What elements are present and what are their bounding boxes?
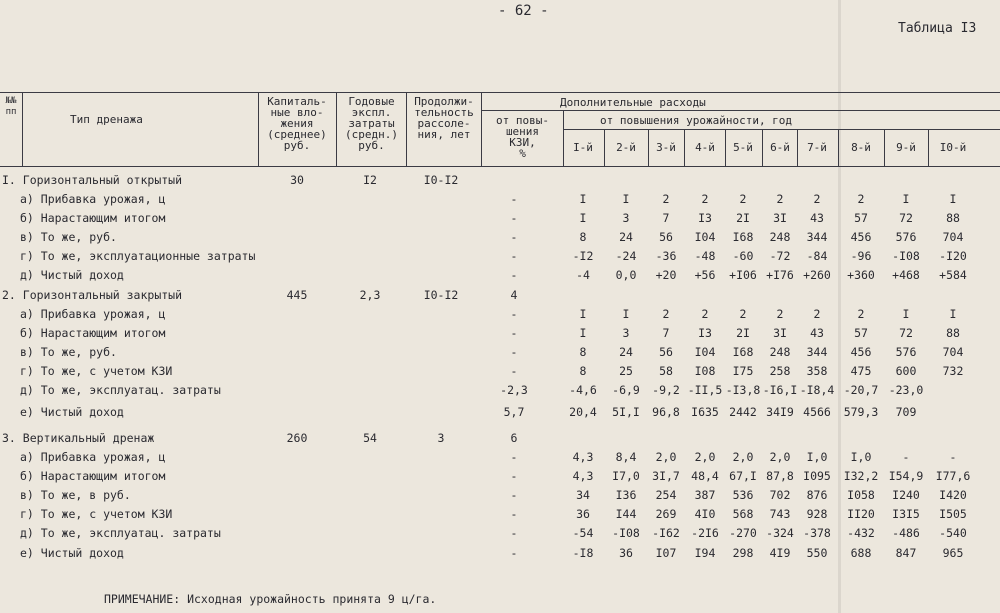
year-value: 876 (806, 488, 828, 502)
kzi-value: - (510, 268, 518, 282)
header-type: Тип дренажа (70, 113, 143, 126)
year-value: I (579, 192, 587, 206)
row-label: е) Чистый доход (20, 405, 124, 419)
year-value: 72 (899, 326, 913, 340)
year-value: I240 (892, 488, 920, 502)
year-value: 550 (806, 546, 828, 560)
year-value: 2 (776, 307, 784, 321)
year-value: 704 (942, 230, 964, 244)
year-value: 928 (806, 507, 828, 521)
year-value: 57 (854, 326, 868, 340)
year-value: -36 (655, 249, 677, 263)
year-value: 2 (813, 307, 821, 321)
year-value: I505 (939, 507, 967, 521)
year-value: 2 (813, 192, 821, 206)
table-row (0, 326, 1000, 344)
year-value: +20 (655, 268, 677, 282)
section-title-row (0, 431, 1000, 449)
table-row (0, 307, 1000, 325)
year-value: -I6,I (762, 383, 798, 397)
year-value: 2 (739, 192, 747, 206)
year-value: I75 (732, 364, 754, 378)
table-row (0, 405, 1000, 423)
header-year: 9-й (896, 141, 916, 154)
year-value: 3I (773, 326, 787, 340)
year-value: 258 (769, 364, 791, 378)
year-value: 88 (946, 211, 960, 225)
duration-value: 3 (437, 431, 445, 445)
row-label: г) То же, эксплуатационные затраты (20, 249, 256, 263)
row-label: в) То же, руб. (20, 230, 117, 244)
year-value: -I08 (612, 526, 640, 540)
year-value: 3I,7 (652, 469, 680, 483)
header-year: 5-й (733, 141, 753, 154)
year-value: 36 (619, 546, 633, 560)
header-from-yield: от повышения урожайности, год (600, 114, 793, 127)
year-value: 8 (579, 364, 587, 378)
header-year: 3-й (656, 141, 676, 154)
year-value: 2I (736, 326, 750, 340)
kzi-value: - (510, 526, 518, 540)
annual-value: I2 (363, 173, 377, 187)
row-label: в) То же, в руб. (20, 488, 131, 502)
year-value: 2 (776, 192, 784, 206)
year-value: 88 (946, 326, 960, 340)
year-value: 8 (579, 230, 587, 244)
kzi-value: - (510, 211, 518, 225)
row-label: г) То же, с учетом КЗИ (20, 364, 173, 378)
year-value: 568 (732, 507, 754, 521)
year-value: - (902, 450, 910, 464)
header-additional: Дополнительные расходы (560, 96, 706, 109)
year-value: I (579, 307, 587, 321)
year-value: I,0 (806, 450, 828, 464)
year-value: 576 (895, 345, 917, 359)
year-value: 8,4 (615, 450, 637, 464)
table-title: Таблица I3 (898, 21, 977, 36)
year-value: I07 (655, 546, 677, 560)
header-year: 7-й (807, 141, 827, 154)
section-title: 3. Вертикальный дренаж (2, 431, 155, 445)
header-num: №№ пп (5, 96, 17, 117)
year-value: 248 (769, 345, 791, 359)
annual-value: 54 (363, 431, 377, 445)
section-title-row (0, 288, 1000, 306)
year-value: -I8,4 (799, 383, 835, 397)
year-value: -540 (939, 526, 967, 540)
year-value: +360 (847, 268, 875, 282)
kzi-value: - (510, 307, 518, 321)
row-label: б) Нарастающим итогом (20, 211, 166, 225)
year-value: 2,0 (732, 450, 754, 464)
year-value: 3 (622, 326, 630, 340)
table-row (0, 211, 1000, 229)
year-value: 536 (732, 488, 754, 502)
year-value: 2 (857, 307, 865, 321)
year-value: I (579, 326, 587, 340)
year-value: 5I,I (612, 405, 640, 419)
year-value: -4,6 (569, 383, 597, 397)
year-value: -6,9 (612, 383, 640, 397)
year-value: +260 (803, 268, 831, 282)
year-value: I7,0 (612, 469, 640, 483)
year-value: 456 (850, 345, 872, 359)
year-value: -270 (729, 526, 757, 540)
year-value: -48 (694, 249, 716, 263)
year-value: 4566 (803, 405, 831, 419)
year-value: 2 (662, 192, 670, 206)
year-value: I3I5 (892, 507, 920, 521)
year-value: 743 (769, 507, 791, 521)
kzi-value: - (510, 507, 518, 521)
year-value: I68 (732, 345, 754, 359)
year-value: 298 (732, 546, 754, 560)
year-value: 56 (659, 230, 673, 244)
year-value: 7 (662, 211, 670, 225)
year-value: 34 (576, 488, 590, 502)
years-rule (563, 129, 1000, 130)
col-divider (928, 129, 929, 166)
table-row (0, 450, 1000, 468)
year-value: 43 (810, 211, 824, 225)
header-from-kzi: от повы- шения КЗИ, % (496, 114, 549, 160)
year-value: -II,5 (687, 383, 723, 397)
kzi-value: - (510, 230, 518, 244)
col-divider (563, 110, 564, 166)
kzi-value: 6 (510, 431, 518, 445)
year-value: -60 (732, 249, 754, 263)
year-value: 8 (579, 345, 587, 359)
header-year: 4-й (695, 141, 715, 154)
year-value: 269 (655, 507, 677, 521)
section-title: 2. Горизонтальный закрытый (2, 288, 183, 302)
row-label: д) Чистый доход (20, 268, 124, 282)
row-label: а) Прибавка урожая, ц (20, 450, 166, 464)
table-row (0, 383, 1000, 401)
year-value: -9,2 (652, 383, 680, 397)
year-value: -I3,8 (725, 383, 761, 397)
year-value: I (902, 192, 910, 206)
header-year: I0-й (939, 141, 967, 154)
year-value: -432 (847, 526, 875, 540)
page-number: - 62 - (498, 3, 549, 19)
kzi-value: -2,3 (500, 383, 528, 397)
year-value: 0,0 (615, 268, 637, 282)
additional-rule (481, 110, 1000, 111)
year-value: 702 (769, 488, 791, 502)
year-value: 4I0 (694, 507, 716, 521)
year-value: 24 (619, 345, 633, 359)
year-value: 3I (773, 211, 787, 225)
year-value: I3 (698, 211, 712, 225)
year-value: 2442 (729, 405, 757, 419)
year-value: -24 (615, 249, 637, 263)
year-value: -96 (850, 249, 872, 263)
year-value: 72 (899, 211, 913, 225)
year-value: 7 (662, 326, 670, 340)
year-value: I (622, 307, 630, 321)
header-duration: Продолжи- тельность рассоле- ния, лет (414, 95, 474, 141)
row-label: г) То же, с учетом КЗИ (20, 507, 173, 521)
header-year: 2-й (616, 141, 636, 154)
year-value: -4 (576, 268, 590, 282)
year-value: I04 (694, 345, 716, 359)
kzi-value: - (510, 364, 518, 378)
year-value: I058 (847, 488, 875, 502)
header-annual: Годовые экспл. затраты (средн.) руб. (345, 95, 398, 152)
kzi-value: 5,7 (503, 405, 525, 419)
year-value: I635 (691, 405, 719, 419)
duration-value: I0-I2 (423, 173, 459, 187)
table-row (0, 488, 1000, 506)
col-divider (22, 92, 23, 166)
year-value: 2I (736, 211, 750, 225)
year-value: 847 (895, 546, 917, 560)
year-value: I36 (615, 488, 637, 502)
section-title-row (0, 173, 1000, 191)
header-bottom-rule (0, 166, 1000, 167)
row-label: б) Нарастающим итогом (20, 326, 166, 340)
year-value: I3 (698, 326, 712, 340)
year-value: -23,0 (888, 383, 924, 397)
year-value: -I20 (939, 249, 967, 263)
year-value: 358 (806, 364, 828, 378)
year-value: 2 (857, 192, 865, 206)
year-value: 24 (619, 230, 633, 244)
year-value: +I76 (766, 268, 794, 282)
year-value: 2,0 (769, 450, 791, 464)
year-value: 2 (739, 307, 747, 321)
table-row (0, 268, 1000, 286)
year-value: 34I9 (766, 405, 794, 419)
year-value: 2,0 (655, 450, 677, 464)
year-value: I77,6 (935, 469, 971, 483)
header-year: I-й (573, 141, 593, 154)
year-value: 67,I (729, 469, 757, 483)
header-year: 6-й (770, 141, 790, 154)
year-value: II20 (847, 507, 875, 521)
year-value: -486 (892, 526, 920, 540)
year-value: +468 (892, 268, 920, 282)
year-value: -20,7 (843, 383, 879, 397)
year-value: I44 (615, 507, 637, 521)
year-value: 87,8 (766, 469, 794, 483)
year-value: 709 (895, 405, 917, 419)
year-value: I08 (694, 364, 716, 378)
year-value: I095 (803, 469, 831, 483)
year-value: -2I6 (691, 526, 719, 540)
year-value: 704 (942, 345, 964, 359)
row-label: д) То же, эксплуатац. затраты (20, 383, 221, 397)
table-row (0, 546, 1000, 564)
year-value: I (902, 307, 910, 321)
year-value: I68 (732, 230, 754, 244)
row-label: д) То же, эксплуатац. затраты (20, 526, 221, 540)
year-value: -378 (803, 526, 831, 540)
section-title: I. Горизонтальный открытый (2, 173, 183, 187)
year-value: 4I9 (769, 546, 791, 560)
year-value: 965 (942, 546, 964, 560)
year-value: -I62 (652, 526, 680, 540)
header-top-rule (0, 92, 1000, 93)
kzi-value: - (510, 345, 518, 359)
year-value: +I06 (729, 268, 757, 282)
table-row (0, 345, 1000, 363)
year-value: +584 (939, 268, 967, 282)
year-value: 2 (662, 307, 670, 321)
year-value: - (949, 450, 957, 464)
year-value: I,0 (850, 450, 872, 464)
table-row (0, 249, 1000, 267)
year-value: 56 (659, 345, 673, 359)
year-value: I420 (939, 488, 967, 502)
year-value: 4,3 (572, 469, 594, 483)
year-value: -54 (572, 526, 594, 540)
kzi-value: - (510, 249, 518, 263)
year-value: 579,3 (843, 405, 879, 419)
year-value: 344 (806, 345, 828, 359)
kzi-value: - (510, 450, 518, 464)
table-row (0, 507, 1000, 525)
header-year: 8-й (851, 141, 871, 154)
year-value: 96,8 (652, 405, 680, 419)
year-value: I54,9 (888, 469, 924, 483)
row-label: в) То же, руб. (20, 345, 117, 359)
duration-value: I0-I2 (423, 288, 459, 302)
kzi-value: - (510, 546, 518, 560)
year-value: 4,3 (572, 450, 594, 464)
kzi-value: - (510, 192, 518, 206)
row-label: а) Прибавка урожая, ц (20, 307, 166, 321)
year-value: -84 (806, 249, 828, 263)
year-value: 344 (806, 230, 828, 244)
year-value: I32,2 (843, 469, 879, 483)
table-row (0, 192, 1000, 210)
year-value: 387 (694, 488, 716, 502)
year-value: 25 (619, 364, 633, 378)
year-value: I (949, 192, 957, 206)
header-capital: Капиталь- ные вло- жения (среднее) руб. (267, 95, 327, 152)
year-value: 576 (895, 230, 917, 244)
capital-value: 260 (286, 431, 308, 445)
capital-value: 30 (290, 173, 304, 187)
year-value: 254 (655, 488, 677, 502)
year-value: 57 (854, 211, 868, 225)
row-label: б) Нарастающим итогом (20, 469, 166, 483)
year-value: I (622, 192, 630, 206)
kzi-value: - (510, 469, 518, 483)
year-value: I94 (694, 546, 716, 560)
year-value: 3 (622, 211, 630, 225)
year-value: I04 (694, 230, 716, 244)
footnote: ПРИМЕЧАНИЕ: Исходная урожайность принята 9 ц/га. (104, 592, 437, 606)
year-value: 48,4 (691, 469, 719, 483)
year-value: 20,4 (569, 405, 597, 419)
year-value: 475 (850, 364, 872, 378)
row-label: е) Чистый доход (20, 546, 124, 560)
kzi-value: 4 (510, 288, 518, 302)
year-value: 36 (576, 507, 590, 521)
kzi-value: - (510, 488, 518, 502)
year-value: I (949, 307, 957, 321)
year-value: 688 (850, 546, 872, 560)
year-value: -I08 (892, 249, 920, 263)
table-row (0, 526, 1000, 544)
year-value: 600 (895, 364, 917, 378)
annual-value: 2,3 (359, 288, 381, 302)
year-value: 58 (659, 364, 673, 378)
year-value: 2 (701, 192, 709, 206)
year-value: I (579, 211, 587, 225)
row-label: а) Прибавка урожая, ц (20, 192, 166, 206)
table-row (0, 364, 1000, 382)
kzi-value: - (510, 326, 518, 340)
year-value: 732 (942, 364, 964, 378)
table-row (0, 230, 1000, 248)
year-value: -I8 (572, 546, 594, 560)
year-value: 2,0 (694, 450, 716, 464)
year-value: +56 (694, 268, 716, 282)
year-value: 456 (850, 230, 872, 244)
year-value: -I2 (572, 249, 594, 263)
year-value: -72 (769, 249, 791, 263)
year-value: 248 (769, 230, 791, 244)
table-row (0, 469, 1000, 487)
year-value: -324 (766, 526, 794, 540)
year-value: 2 (701, 307, 709, 321)
capital-value: 445 (286, 288, 308, 302)
year-value: 43 (810, 326, 824, 340)
